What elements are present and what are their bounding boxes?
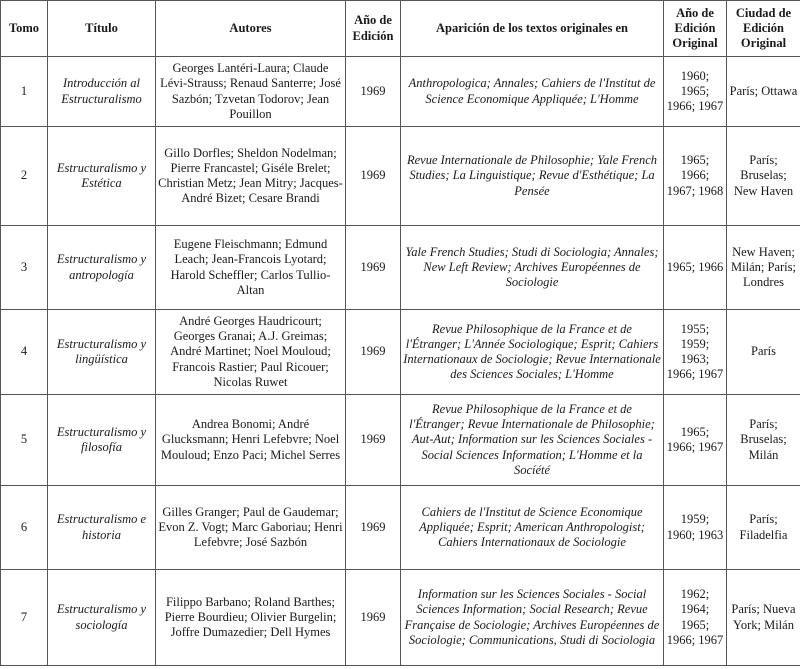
anio-cell: 1969 xyxy=(346,395,401,486)
header-row xyxy=(1,1,800,57)
table-row xyxy=(1,486,800,570)
autores-cell: Andrea Bonomi; André Glucksmann; Henri Lefebvre; Noel Mouloud; Enzo Paci; Michel Serres xyxy=(156,395,346,486)
aparicion-cell: Information sur les Sciences Sociales - Social Sciences Information; Social Research; Revue Française de Sociologie; Archives Européennes de Sociologie; Communications, Studi di Sociologia xyxy=(401,570,664,666)
titulo-cell: Estructuralismo y antropología xyxy=(48,226,156,310)
ciudad-cell: París; Bruselas; Milán xyxy=(727,395,800,486)
header-anio-original: Año de Edición Original xyxy=(664,1,727,57)
anio-cell: 1969 xyxy=(346,127,401,226)
table-row xyxy=(1,395,800,486)
autores-cell: Gillo Dorfles; Sheldon Nodelman; Pierre Francastel; Giséle Brelet; Christian Metz; Jean Mitry; Jacques-André Bizet; Cesare Brandi xyxy=(156,127,346,226)
anio-original-cell: 1965; 1966; 1967 xyxy=(664,395,727,486)
titulo-cell: Introducción al Estructuralismo xyxy=(48,57,156,127)
autores-cell: André Georges Haudricourt; Georges Granai; A.J. Greimas; André Martinet; Noel Mouloud; Francois Rastier; Paul Ricouer; Nicolas Ruwet xyxy=(156,310,346,395)
ciudad-cell: París; Ottawa xyxy=(727,57,800,127)
header-autores: Autores xyxy=(156,1,346,57)
anio-original-cell: 1959; 1960; 1963 xyxy=(664,486,727,570)
anio-original-cell: 1960; 1965; 1966; 1967 xyxy=(664,57,727,127)
tomo-cell: 1 xyxy=(1,57,48,127)
anio-cell: 1969 xyxy=(346,57,401,127)
anio-cell: 1969 xyxy=(346,310,401,395)
header-anio-edicion: Año de Edición xyxy=(346,1,401,57)
table-row xyxy=(1,310,800,395)
tomo-cell: 5 xyxy=(1,395,48,486)
aparicion-cell: Anthropologica; Annales; Cahiers de l'Institut de Science Economique Appliquée; L'Homme xyxy=(401,57,664,127)
header-titulo: Título xyxy=(48,1,156,57)
autores-cell: Eugene Fleischmann; Edmund Leach; Jean-Francois Lyotard; Harold Scheffler; Carlos Tullio-Altan xyxy=(156,226,346,310)
ciudad-cell: París xyxy=(727,310,800,395)
titulo-cell: Estructuralismo e historia xyxy=(48,486,156,570)
autores-cell: Georges Lantéri-Laura; Claude Lévi-Strauss; Renaud Santerre; José Sazbón; Tzvetan Todorov; Jean Pouillon xyxy=(156,57,346,127)
anio-cell: 1969 xyxy=(346,570,401,666)
titulo-cell: Estructuralismo y filosofía xyxy=(48,395,156,486)
tomo-cell: 2 xyxy=(1,127,48,226)
table-row xyxy=(1,127,800,226)
table-row xyxy=(1,57,800,127)
aparicion-cell: Yale French Studies; Studi di Sociologia; Annales; New Left Review; Archives Européennes de Sociologie xyxy=(401,226,664,310)
header-aparicion: Aparición de los textos originales en xyxy=(401,1,664,57)
titulo-cell: Estructuralismo y lingüística xyxy=(48,310,156,395)
tomo-cell: 4 xyxy=(1,310,48,395)
anio-cell: 1969 xyxy=(346,486,401,570)
ciudad-cell: París; Nueva York; Milán xyxy=(727,570,800,666)
aparicion-cell: Cahiers de l'Institut de Science Economique Appliquée; Esprit; American Anthropologist; Cahiers Internationaux de Sociologie xyxy=(401,486,664,570)
ciudad-cell: París; Filadelfia xyxy=(727,486,800,570)
tomo-cell: 7 xyxy=(1,570,48,666)
aparicion-cell: Revue Internationale de Philosophie; Yale French Studies; La Linguistique; Revue d'Esthétique; La Pensée xyxy=(401,127,664,226)
autores-cell: Gilles Granger; Paul de Gaudemar; Evon Z. Vogt; Marc Gaboriau; Henri Lefebvre; José Sazbón xyxy=(156,486,346,570)
titulo-cell: Estructuralismo y sociología xyxy=(48,570,156,666)
anio-original-cell: 1962; 1964; 1965; 1966; 1967 xyxy=(664,570,727,666)
anio-cell: 1969 xyxy=(346,226,401,310)
anio-original-cell: 1955; 1959; 1963; 1966; 1967 xyxy=(664,310,727,395)
header-tomo: Tomo xyxy=(1,1,48,57)
table-row xyxy=(1,226,800,310)
autores-cell: Filippo Barbano; Roland Barthes; Pierre Bourdieu; Olivier Burgelin; Joffre Dumazedier; Dell Hymes xyxy=(156,570,346,666)
table-row xyxy=(1,570,800,666)
aparicion-cell: Revue Philosophique de la France et de l'Étranger; L'Année Sociologique; Esprit; Cahiers Internationaux de Sociologie; Revue Internationale des Sciences Sociales; L'Homme xyxy=(401,310,664,395)
header-ciudad: Ciudad de Edición Original xyxy=(727,1,800,57)
anio-original-cell: 1965; 1966; 1967; 1968 xyxy=(664,127,727,226)
ciudad-cell: New Haven; Milán; París; Londres xyxy=(727,226,800,310)
titulo-cell: Estructuralismo y Estética xyxy=(48,127,156,226)
tomo-cell: 3 xyxy=(1,226,48,310)
tomo-cell: 6 xyxy=(1,486,48,570)
ciudad-cell: París; Bruselas; New Haven xyxy=(727,127,800,226)
anio-original-cell: 1965; 1966 xyxy=(664,226,727,310)
aparicion-cell: Revue Philosophique de la France et de l'Étranger; Revue Internationale de Philosophie; Aut-Aut; Information sur les Sciences Sociales - Social Sciences Information; L'Homme et la Socíété xyxy=(401,395,664,486)
